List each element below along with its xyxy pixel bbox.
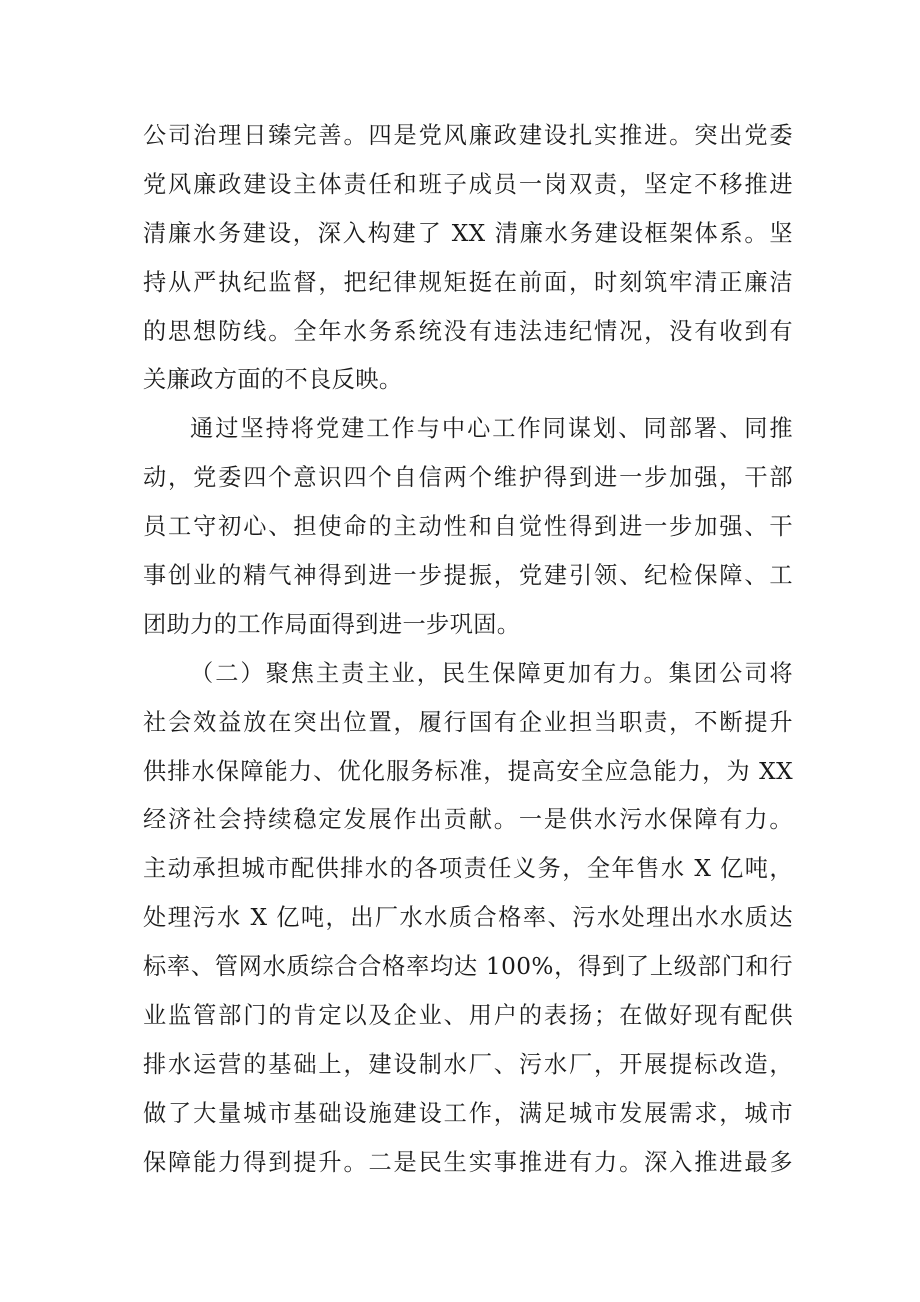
text-line: 做了大量城市基础设施建设工作，满足城市发展需求，城市 bbox=[143, 1099, 793, 1127]
document-body bbox=[143, 112, 793, 1188]
text-line: 公司治理日臻完善。四是党风廉政建设扎实推进。突出党委 bbox=[143, 122, 793, 149]
text-line: 团助力的工作局面得到进一步巩固。 bbox=[143, 610, 521, 638]
text-line: 员工守初心、担使命的主动性和自觉性得到进一步加强、干 bbox=[143, 513, 793, 541]
text-line: 标率、管网水质综合合格率均达 100%，得到了上级部门和行 bbox=[143, 953, 793, 981]
text-line: 清廉水务建设，深入构建了 XX 清廉水务建设框架体系。坚 bbox=[143, 219, 793, 247]
text-line: 党风廉政建设主体责任和班子成员一岗双责，坚定不移推进 bbox=[143, 170, 793, 198]
text-line: 持从严执纪监督，把纪律规矩挺在前面，时刻筑牢清正廉洁 bbox=[143, 268, 793, 296]
text-line: 通过坚持将党建工作与中心工作同谋划、同部署、同推 bbox=[190, 415, 793, 443]
text-line: （二）聚焦主责主业，民生保障更加有力。集团公司将 bbox=[190, 659, 793, 687]
text-line: 主动承担城市配供排水的各项责任义务，全年售水 X 亿吨， bbox=[143, 855, 793, 883]
text-line: 关廉政方面的不良反映。 bbox=[143, 366, 403, 394]
text-line: 保障能力得到提升。二是民生实事推进有力。深入推进最多 bbox=[143, 1148, 793, 1176]
text-line: 社会效益放在突出位置，履行国有企业担当职责，不断提升 bbox=[143, 708, 793, 736]
text-line: 供排水保障能力、优化服务标准，提高安全应急能力，为 XX bbox=[143, 757, 793, 785]
text-line: 的思想防线。全年水务系统没有违法违纪情况，没有收到有 bbox=[143, 317, 793, 345]
text-line: 事创业的精气神得到进一步提振，党建引领、纪检保障、工 bbox=[143, 562, 793, 590]
text-line: 业监管部门的肯定以及企业、用户的表扬；在做好现有配供 bbox=[143, 1002, 793, 1030]
text-line: 动，党委四个意识四个自信两个维护得到进一步加强，干部 bbox=[143, 464, 793, 492]
text-line: 处理污水 X 亿吨，出厂水水质合格率、污水处理出水水质达 bbox=[143, 904, 793, 932]
text-line: 排水运营的基础上，建设制水厂、污水厂，开展提标改造， bbox=[143, 1050, 793, 1078]
text-line: 经济社会持续稳定发展作出贡献。一是供水污水保障有力。 bbox=[143, 806, 793, 834]
